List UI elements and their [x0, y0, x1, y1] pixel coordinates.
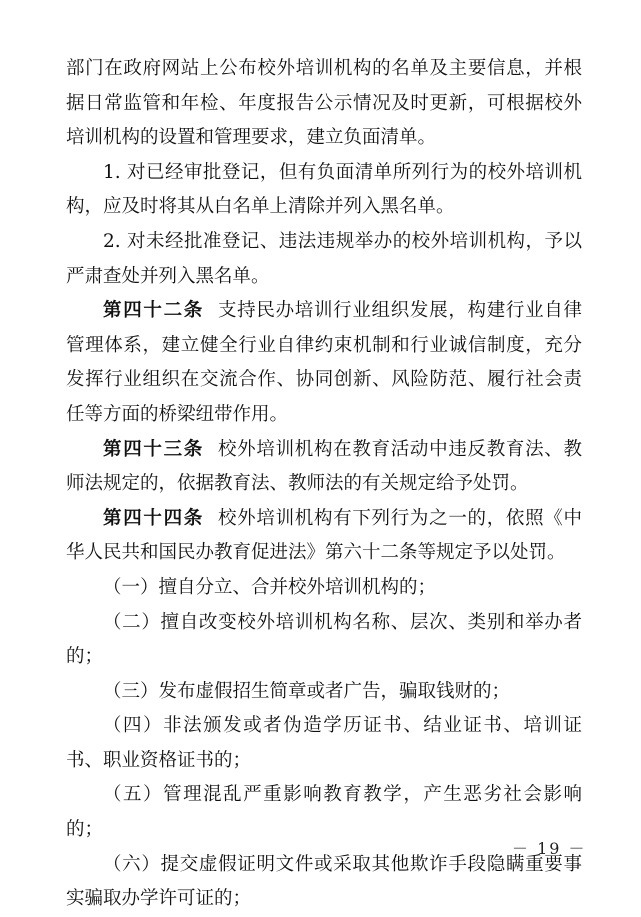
page-number: － 19 － — [512, 839, 587, 858]
paragraph-item-1 — [66, 156, 582, 225]
list-item-text: （五）管理混乱严重影响教育教学，产生恶劣社会影响的； — [66, 784, 582, 841]
list-item-6 — [66, 848, 582, 917]
article-text: 校外培训机构在教育活动中违反教育法、教师法规定的，依据教育法、教师法的有关规定给予处罚。 — [66, 438, 582, 495]
paragraph-text: 部门在政府网站上公布校外培训机构的名单及主要信息，并根据日常监管和年检、年度报告公示情况及时更新，可根据校外培训机构的设置和管理要求，建立负面清单。 — [66, 58, 582, 149]
list-item-1 — [66, 571, 582, 606]
article-title: 第四十四条 — [103, 507, 204, 529]
paragraph-text: 1. 对已经审批登记，但有负面清单所列行为的校外培训机构，应及时将其从白名单上清除并列入黑名单。 — [66, 161, 582, 218]
list-item-5 — [66, 778, 582, 847]
list-item-text: （一）擅自分立、合并校外培训机构的； — [103, 576, 437, 598]
list-item-2 — [66, 606, 582, 675]
list-item-text: （六）提交虚假证明文件或采取其他欺诈手段隐瞒重要事实骗取办学许可证的； — [66, 853, 582, 910]
list-item-3 — [66, 675, 582, 710]
article-title: 第四十三条 — [103, 438, 204, 460]
list-item-text: （四）非法颁发或者伪造学历证书、结业证书、培训证书、职业资格证书的； — [66, 715, 582, 771]
paragraph-continuation — [66, 52, 582, 156]
document-page — [66, 52, 582, 917]
list-item-4 — [66, 709, 582, 778]
article-text: 支持民办培训行业组织发展，构建行业自律管理体系，建立健全行业自律约束机制和行业诚信制度，充分发挥行业组织在交流合作、协同创新、风险防范、履行社会责任等方面的桥梁纽带作用。 — [66, 300, 582, 425]
list-item-text: （三）发布虚假招生简章或者广告，骗取钱财的； — [103, 680, 511, 702]
article-43 — [66, 433, 582, 502]
article-44 — [66, 502, 582, 571]
paragraph-item-2 — [66, 225, 582, 294]
article-title: 第四十二条 — [103, 300, 204, 322]
article-text: 校外培训机构有下列行为之一的，依照《中华人民共和国民办教育促进法》第六十二条等规定予以处罚。 — [66, 507, 582, 564]
paragraph-text: 2. 对未经批准登记、违法违规举办的校外培训机构，予以严肃查处并列入黑名单。 — [66, 230, 582, 287]
list-item-text: （二）擅自改变校外培训机构名称、层次、类别和举办者的； — [66, 611, 582, 668]
article-42 — [66, 294, 582, 432]
